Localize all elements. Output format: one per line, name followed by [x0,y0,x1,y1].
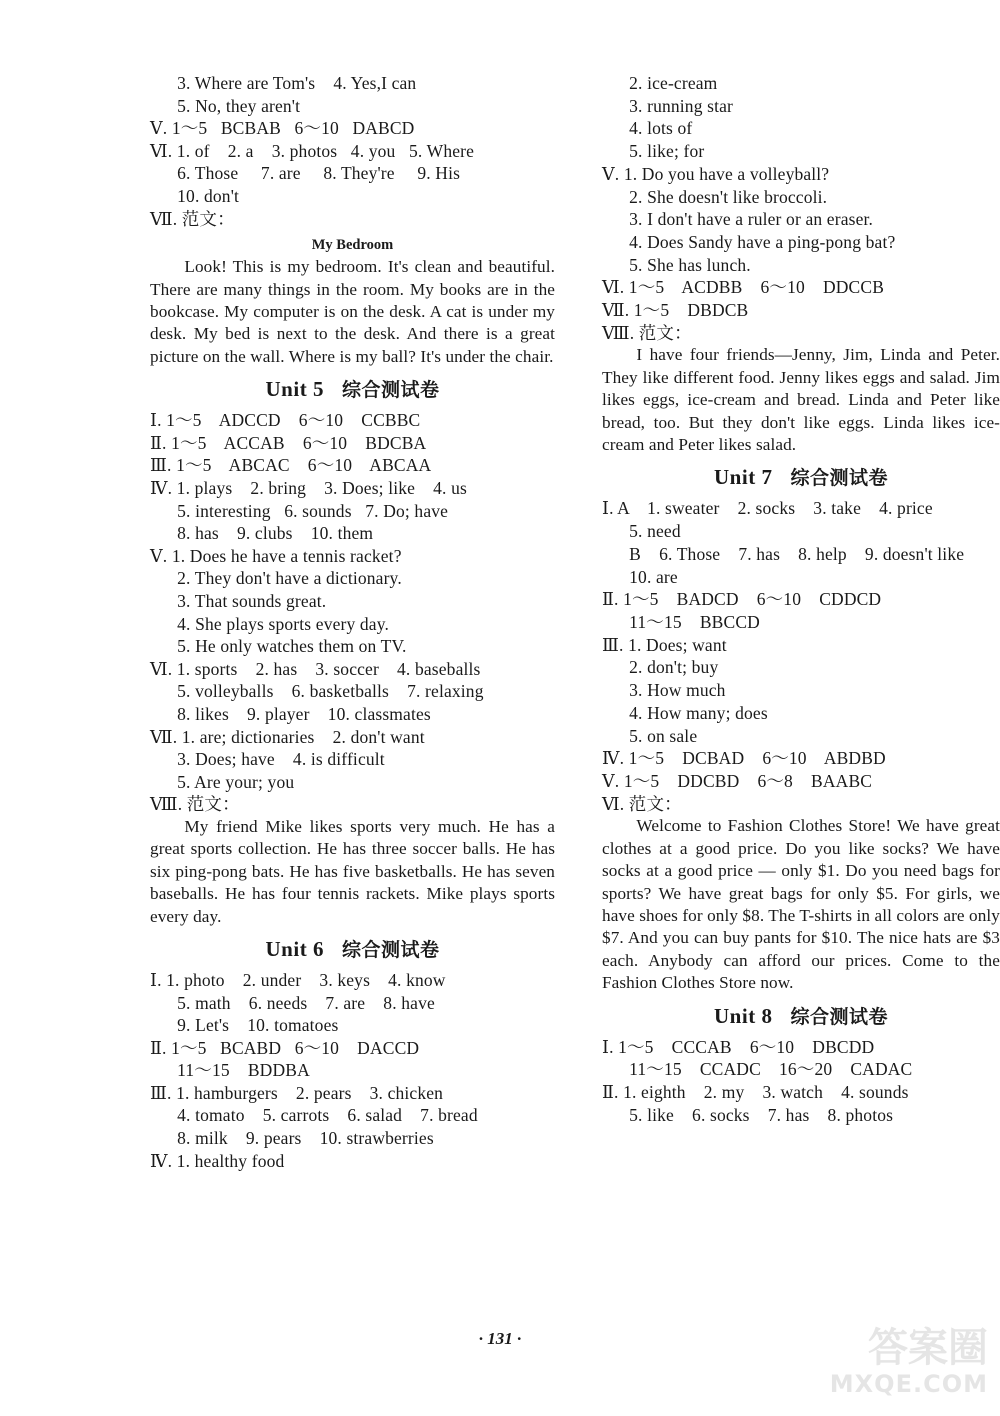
answer-line: Ⅴ. 1～5 DDCBD 6～8 BAABC [602,770,873,791]
answer-line: 5. math 6. needs 7. are 8. have [150,992,435,1013]
answer-line: 5. on sale [602,725,698,746]
answer-line: 5. Are your; you [150,771,295,792]
right-column [602,72,1000,1126]
answer-line: 4. How many; does [602,702,768,723]
answer-line: 2. ice-cream [602,73,718,93]
answer-line: 6. Those 7. are 8. They're 9. His [150,163,461,184]
answer-line: Ⅰ. 1～5 ADCCD 6～10 CCBBC [150,410,421,431]
answer-line: 5. No, they aren't [150,95,301,116]
answer-line: B 6. Those 7. has 8. help 9. doesn't like [602,543,965,564]
answer-line: 10. don't [150,185,240,206]
sample-essay: Welcome to Fashion Clothes Store! We have great clothes at a good price. Do you like socks? We have socks at a good price — only $1. Do you need bags for sports? We have great bags for only $5. For girls, we have shoes for only $8. The T-shirts in all colors are only $7. And you can buy pants for $10. The nice hats are $3 each. Anybody can afford our prices. Come to the Fashion Clothes Store now. [602,816,1000,993]
answer-line: 5. volleyballs 6. basketballs 7. relaxing [150,681,484,702]
answer-line: Ⅱ. 1～5 ACCAB 6～10 BDCBA [150,432,427,453]
answer-line: Ⅳ. 1. plays 2. bring 3. Does; like 4. us [150,477,467,498]
answer-line: Ⅰ. 1. photo 2. under 3. keys 4. know [150,969,446,990]
answer-line: 2. don't; buy [602,657,719,678]
unit-heading [150,374,555,405]
answer-line: 4. lots of [602,118,693,139]
unit-title: 综合测试卷 [341,938,440,961]
answer-line: 5. interesting 6. sounds 7. Do; have [150,500,449,521]
answer-line: 5. She has lunch. [602,254,751,275]
answer-line: 8. likes 9. player 10. classmates [150,703,431,724]
essay-title: My Bedroom [311,237,394,254]
unit-label: Unit 6 [265,936,324,961]
answer-line: Ⅵ. 1～5 ACDBB 6～10 DDCCB [602,277,885,298]
answer-line: 3. I don't have a ruler or an eraser. [602,209,874,230]
watermark-logo [788,1326,988,1406]
unit-title: 综合测试卷 [341,379,440,402]
unit5-answers [150,409,555,816]
answer-line: Ⅴ. 1. Do you have a volleyball? [602,163,830,184]
answer-line: Ⅵ. 1. sports 2. has 3. soccer 4. baseballs [150,658,481,679]
sample-essay: Look! This is my bedroom. It's clean and beautiful. There are many things in the room. My books are in the bookcase. My computer is on the desk. A cat is under my desk. My bed is next to the desk. And there is a great picture on the wall. Where is my ball? It's under the chair. [150,257,555,366]
answer-line: Ⅰ. A 1. sweater 2. socks 3. take 4. price [602,498,933,519]
answer-line: Ⅷ. 范文： [150,794,240,815]
answer-line: 3. Does; have 4. is difficult [150,749,385,770]
answer-line: Ⅳ. 1～5 DCBAD 6～10 ABDBD [602,748,886,769]
sample-essay: I have four friends—Jenny, Jim, Linda and Peter. They like different food. Jenny likes eggs and salad. Jim likes eggs, ice-cream and bread. Linda and Peter like bread, too. But they don't like eggs. Linda likes ice-cream and Peter likes salad. [602,345,1000,455]
answer-line: 3. running star [602,95,733,116]
sample-essay: My friend Mike likes sports very much. He has a great sports collection. He has three soccer balls. He has six ping-pong bats. He has five basketballs. He has seven baseballs. He has four tennis rackets. Mike plays sports every day. [150,816,555,926]
watermark-logo-text: 答案圈 [868,1325,988,1371]
answer-line: 5. like; for [602,141,705,162]
unit-heading [150,934,555,965]
unit-label: Unit 8 [714,1003,773,1028]
answer-line: Ⅲ. 1～5 ABCAC 6～10 ABCAA [150,455,432,476]
answer-line: 10. are [602,566,678,587]
answer-line: 11～15 CCADC 16～20 CADAC [602,1059,913,1080]
answer-line: Ⅶ. 范文： [150,208,235,229]
answer-line: 3. That sounds great. [150,590,327,611]
answer-line: Ⅱ. 1～5 BADCD 6～10 CDDCD [602,589,882,610]
unit-label: Unit 7 [714,465,773,490]
answer-line: Ⅰ. 1～5 CCCAB 6～10 DBCDD [602,1036,875,1057]
answer-line: 3. How much [602,680,726,701]
answer-line: 11～15 BBCCD [602,611,760,632]
unit-label: Unit 5 [265,377,324,402]
answer-line: Ⅱ. 1. eighth 2. my 3. watch 4. sounds [602,1081,909,1102]
unit8-answers [602,1036,1000,1127]
answer-line: Ⅴ. 1. Does he have a tennis racket? [150,545,402,566]
answer-line: Ⅵ. 1. of 2. a 3. photos 4. you 5. Where [150,140,475,161]
page-number: · 131 · [478,1329,522,1348]
answer-line: 8. has 9. clubs 10. them [150,523,374,544]
answer-line: 3. Where are Tom's 4. Yes,I can [150,73,417,93]
unit7-answers [602,497,1000,815]
answer-line: 11～15 BDDBA [150,1060,310,1081]
unit-title: 综合测试卷 [790,467,888,490]
answer-line: 2. They don't have a dictionary. [150,568,402,589]
answer-line: Ⅶ. 1～5 DBDCB [602,300,749,321]
answer-line: 5. like 6. socks 7. has 8. photos [602,1104,894,1125]
unit-heading [602,1001,1000,1032]
answer-line: 4. Does Sandy have a ping-pong bat? [602,231,896,252]
answer-line: Ⅷ. 范文： [602,322,692,343]
watermark-url: MXQE.COM [829,1370,988,1398]
left-top-answers [150,72,555,230]
answer-line: Ⅲ. 1. Does; want [602,634,727,655]
answer-line: 4. tomato 5. carrots 6. salad 7. bread [150,1105,478,1126]
answer-line: Ⅵ. 范文： [602,793,682,814]
answer-line: 5. He only watches them on TV. [150,636,407,657]
right-top-answers [602,72,1000,344]
unit-heading [602,462,1000,493]
answer-line: 5. need [602,521,681,542]
left-column [150,72,555,1172]
answer-line: Ⅲ. 1. hamburgers 2. pears 3. chicken [150,1082,444,1103]
answer-line: 8. milk 9. pears 10. strawberries [150,1128,434,1149]
answer-line: Ⅴ. 1～5 BCBAB 6～10 DABCD [150,118,415,139]
unit-title: 综合测试卷 [790,1005,888,1028]
unit6-answers [150,969,555,1172]
answer-line: Ⅱ. 1～5 BCABD 6～10 DACCD [150,1037,420,1058]
answer-line: Ⅶ. 1. are; dictionaries 2. don't want [150,726,425,747]
answer-line: 4. She plays sports every day. [150,613,390,634]
answer-line: 9. Let's 10. tomatoes [150,1015,339,1036]
answer-line: 2. She doesn't like broccoli. [602,186,828,207]
answer-line: Ⅳ. 1. healthy food [150,1150,285,1171]
